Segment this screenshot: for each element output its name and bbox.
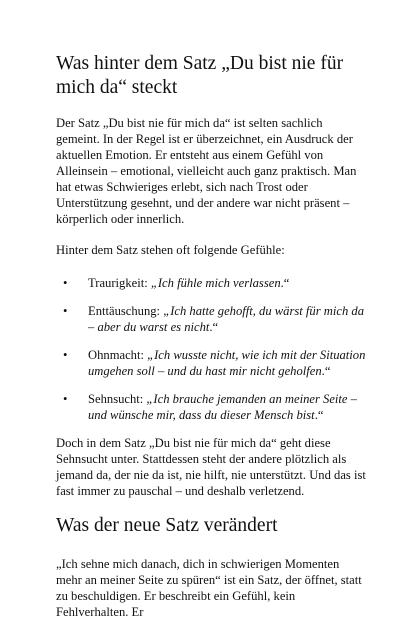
- after-list-paragraph: Doch in dem Satz „Du bist nie für mich da“ geht diese Sehnsucht unter. Stattdessen steht der andere plötzlich als jemand da, der nie da ist, nie hilft, nie unterstützt. Und das ist fast immer zu pauschal – und deshalb verletzend.: [56, 436, 366, 498]
- bullet-icon: •: [63, 276, 68, 290]
- quote-close: .“: [314, 408, 324, 422]
- bullet-icon: •: [63, 348, 68, 362]
- feeling-label: Ohnmacht:: [88, 348, 148, 362]
- feeling-quote: „Ich fühle mich verlassen: [150, 276, 281, 290]
- feelings-list: [56, 275, 368, 423]
- feeling-quote: „Ich hatte gehofft, du wärst für mich da – aber du warst es nicht: [88, 304, 364, 334]
- bullet-icon: •: [63, 304, 68, 318]
- feeling-quote: „Ich brauche jemanden an meiner Seite – und wünsche mir, dass du dieser Mensch bist: [88, 392, 357, 422]
- intro-paragraph: Der Satz „Du bist nie für mich da“ ist selten sachlich gemeint. In der Regel ist er überzeichnet, ein Ausdruck der aktuellen Emotion. Er entsteht aus einem Gefühl von Alleinsein – emotional, vielleicht auch ganz praktisch. Man hat etwas Schwieriges erlebt, sich nach Trost oder Unterstützung gesehnt, und der andere war nicht präsent – körperlich oder innerlich.: [56, 116, 357, 226]
- list-item: [56, 303, 368, 335]
- list-lead-paragraph: Hinter dem Satz stehen oft folgende Gefühle:: [56, 243, 285, 257]
- section-heading: Was hinter dem Satz „Du bist nie für mich da“ steckt: [56, 53, 344, 98]
- second-section-paragraph: „Ich sehne mich danach, dich in schwierigen Momenten mehr an meiner Seite zu spüren“ ist ein Satz, der öffnet, statt zu beschuldigen. Er beschreibt ein Gefühl, kein Fehlverhalten. Er: [56, 557, 362, 619]
- feeling-label: Traurigkeit:: [88, 276, 151, 290]
- quote-close: .“: [280, 276, 290, 290]
- feeling-quote: „Ich wusste nicht, wie ich mit der Situation umgehen soll – und du hast mir nicht geholfen: [88, 348, 366, 378]
- bullet-icon: •: [63, 392, 68, 406]
- list-item: [56, 391, 368, 423]
- article: [56, 52, 368, 620]
- quote-close: .“: [209, 320, 219, 334]
- section-heading-2: Was der neue Satz verändert: [56, 515, 278, 536]
- feeling-label: Enttäuschung:: [88, 304, 164, 318]
- list-item: [56, 275, 368, 291]
- quote-close: .“: [321, 364, 331, 378]
- feeling-label: Sehnsucht:: [88, 392, 147, 406]
- list-item: [56, 347, 368, 379]
